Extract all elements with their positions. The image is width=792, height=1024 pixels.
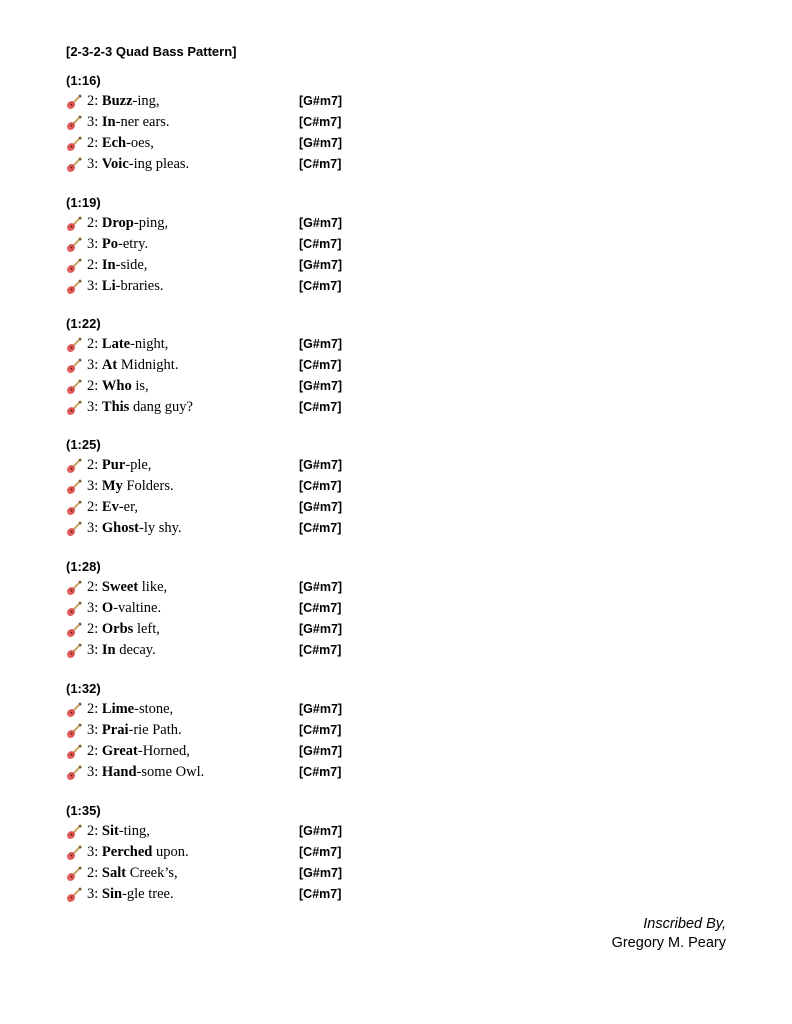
guitar-icon bbox=[66, 479, 82, 495]
lyric-remainder: -Horned, bbox=[137, 743, 190, 759]
guitar-icon bbox=[66, 744, 82, 760]
lyric-remainder: Creek’s, bbox=[126, 865, 178, 881]
guitar-icon bbox=[66, 400, 82, 416]
section-timestamp: (1:28) bbox=[66, 559, 101, 574]
chord-label: [G#m7] bbox=[299, 824, 343, 838]
chord-label: [G#m7] bbox=[299, 622, 343, 636]
lyric-text bbox=[87, 255, 147, 276]
lyric-remainder: -side, bbox=[115, 257, 148, 273]
stressed-syllable: Salt bbox=[101, 865, 127, 881]
bass-count: 2: bbox=[87, 579, 99, 595]
lyric-line bbox=[66, 699, 366, 720]
stressed-syllable: Lime bbox=[101, 701, 135, 717]
guitar-icon bbox=[66, 723, 82, 739]
bass-count: 3: bbox=[87, 642, 99, 658]
bass-count: 2: bbox=[87, 865, 99, 881]
lyric-section bbox=[66, 195, 366, 297]
bass-count: 3: bbox=[87, 357, 99, 373]
lyric-line bbox=[66, 91, 366, 112]
chord-label: [G#m7] bbox=[299, 702, 343, 716]
lyric-text bbox=[87, 334, 168, 355]
chord-label: [G#m7] bbox=[299, 94, 343, 108]
lyric-section bbox=[66, 73, 366, 175]
bass-count: 2: bbox=[87, 701, 99, 717]
guitar-icon bbox=[66, 279, 82, 295]
stressed-syllable: Buzz bbox=[101, 93, 133, 109]
lyric-remainder: -stone, bbox=[134, 701, 174, 717]
lyric-line bbox=[66, 577, 366, 598]
lyric-section bbox=[66, 681, 366, 783]
lyric-remainder: Midnight. bbox=[117, 357, 179, 373]
chord-label: [G#m7] bbox=[299, 500, 343, 514]
lyric-text bbox=[87, 455, 151, 476]
lyric-line bbox=[66, 112, 366, 133]
lyric-text bbox=[87, 112, 170, 133]
chord-label: [C#m7] bbox=[299, 601, 342, 615]
chord-label: [C#m7] bbox=[299, 479, 342, 493]
bass-count: 3: bbox=[87, 520, 99, 536]
bass-count: 2: bbox=[87, 823, 99, 839]
lyric-line bbox=[66, 255, 366, 276]
guitar-icon bbox=[66, 136, 82, 152]
lyric-text bbox=[87, 863, 178, 884]
chord-label: [C#m7] bbox=[299, 115, 342, 129]
bass-count: 3: bbox=[87, 278, 99, 294]
lyric-section bbox=[66, 559, 366, 661]
stressed-syllable: Hand bbox=[101, 764, 137, 780]
guitar-icon bbox=[66, 521, 82, 537]
stressed-syllable: In bbox=[101, 642, 116, 658]
lyric-text bbox=[87, 213, 168, 234]
pattern-title: [2-3-2-3 Quad Bass Pattern] bbox=[66, 44, 237, 59]
guitar-icon bbox=[66, 601, 82, 617]
bass-count: 3: bbox=[87, 156, 99, 172]
lyric-remainder: like, bbox=[138, 579, 168, 595]
lyric-text bbox=[87, 133, 154, 154]
chord-label: [C#m7] bbox=[299, 845, 342, 859]
lyric-line bbox=[66, 842, 366, 863]
chord-label: [G#m7] bbox=[299, 458, 343, 472]
chord-label: [C#m7] bbox=[299, 358, 342, 372]
chord-label: [G#m7] bbox=[299, 379, 343, 393]
bass-count: 3: bbox=[87, 236, 99, 252]
bass-count: 3: bbox=[87, 478, 99, 494]
lyric-text bbox=[87, 234, 148, 255]
guitar-icon bbox=[66, 337, 82, 353]
section-timestamp: (1:25) bbox=[66, 437, 101, 452]
stressed-syllable: Pur bbox=[101, 457, 126, 473]
guitar-icon bbox=[66, 379, 82, 395]
lyric-line bbox=[66, 762, 366, 783]
bass-count: 3: bbox=[87, 399, 99, 415]
bass-count: 2: bbox=[87, 621, 99, 637]
bass-count: 3: bbox=[87, 886, 99, 902]
lyric-text bbox=[87, 154, 189, 175]
lyric-section bbox=[66, 803, 366, 905]
stressed-syllable: Voic bbox=[101, 156, 129, 172]
lyric-text bbox=[87, 741, 190, 762]
section-timestamp: (1:19) bbox=[66, 195, 101, 210]
guitar-icon bbox=[66, 258, 82, 274]
lyric-line bbox=[66, 518, 366, 539]
lyric-line bbox=[66, 741, 366, 762]
bass-count: 2: bbox=[87, 93, 99, 109]
lyric-remainder: -ing, bbox=[132, 93, 160, 109]
lyric-remainder: -some Owl. bbox=[136, 764, 205, 780]
guitar-icon bbox=[66, 824, 82, 840]
bass-count: 2: bbox=[87, 215, 99, 231]
lyric-line bbox=[66, 821, 366, 842]
section-timestamp: (1:22) bbox=[66, 316, 101, 331]
lyric-line bbox=[66, 884, 366, 905]
stressed-syllable: Great bbox=[101, 743, 138, 759]
chord-label: [C#m7] bbox=[299, 723, 342, 737]
section-timestamp: (1:32) bbox=[66, 681, 101, 696]
lyric-line bbox=[66, 476, 366, 497]
guitar-icon bbox=[66, 358, 82, 374]
lyric-line bbox=[66, 619, 366, 640]
guitar-icon bbox=[66, 702, 82, 718]
lyric-text bbox=[87, 842, 189, 863]
lyric-remainder: -valtine. bbox=[113, 600, 162, 616]
lyric-remainder: -er, bbox=[118, 499, 138, 515]
guitar-icon bbox=[66, 866, 82, 882]
stressed-syllable: Late bbox=[101, 336, 131, 352]
lyric-text bbox=[87, 884, 174, 905]
bass-count: 2: bbox=[87, 743, 99, 759]
bass-count: 3: bbox=[87, 722, 99, 738]
lyric-text bbox=[87, 518, 182, 539]
chord-label: [C#m7] bbox=[299, 887, 342, 901]
lyric-text bbox=[87, 476, 174, 497]
lyric-remainder: -oes, bbox=[126, 135, 154, 151]
chord-label: [G#m7] bbox=[299, 744, 343, 758]
section-timestamp: (1:35) bbox=[66, 803, 101, 818]
lyric-line bbox=[66, 276, 366, 297]
lyric-line bbox=[66, 213, 366, 234]
bass-count: 3: bbox=[87, 764, 99, 780]
chord-label: [C#m7] bbox=[299, 157, 342, 171]
guitar-icon bbox=[66, 622, 82, 638]
lyric-text bbox=[87, 355, 178, 376]
guitar-icon bbox=[66, 643, 82, 659]
bass-count: 2: bbox=[87, 257, 99, 273]
lyric-text bbox=[87, 821, 150, 842]
stressed-syllable: Ghost bbox=[101, 520, 139, 536]
chord-label: [G#m7] bbox=[299, 337, 343, 351]
lyric-text bbox=[87, 720, 182, 741]
chord-label: [C#m7] bbox=[299, 279, 342, 293]
guitar-icon bbox=[66, 216, 82, 232]
lyric-remainder: -ing pleas. bbox=[128, 156, 190, 172]
lyric-line bbox=[66, 334, 366, 355]
guitar-icon bbox=[66, 845, 82, 861]
lyric-line bbox=[66, 355, 366, 376]
lyric-section bbox=[66, 437, 366, 539]
signature-name: Gregory M. Peary bbox=[611, 935, 726, 951]
bass-count: 2: bbox=[87, 457, 99, 473]
stressed-syllable: Li bbox=[101, 278, 116, 294]
lyric-text bbox=[87, 497, 138, 518]
chord-label: [G#m7] bbox=[299, 136, 343, 150]
chord-label: [C#m7] bbox=[299, 765, 342, 779]
lyric-section bbox=[66, 316, 366, 418]
lyric-line bbox=[66, 863, 366, 884]
stressed-syllable: Sin bbox=[101, 886, 123, 902]
chord-label: [G#m7] bbox=[299, 216, 343, 230]
lyric-line bbox=[66, 397, 366, 418]
lyric-line bbox=[66, 154, 366, 175]
lyric-remainder: -gle tree. bbox=[122, 886, 174, 902]
section-timestamp: (1:16) bbox=[66, 73, 101, 88]
bass-count: 2: bbox=[87, 336, 99, 352]
chord-label: [G#m7] bbox=[299, 866, 343, 880]
lyric-text bbox=[87, 397, 193, 418]
guitar-icon bbox=[66, 887, 82, 903]
stressed-syllable: Sweet bbox=[101, 579, 139, 595]
lyric-remainder: -night, bbox=[130, 336, 169, 352]
stressed-syllable: Who bbox=[101, 378, 132, 394]
bass-count: 3: bbox=[87, 114, 99, 130]
lyric-remainder: -rie Path. bbox=[128, 722, 182, 738]
lyric-text bbox=[87, 619, 160, 640]
lyric-text bbox=[87, 598, 161, 619]
chord-label: [C#m7] bbox=[299, 643, 342, 657]
stressed-syllable: In bbox=[101, 257, 116, 273]
stressed-syllable: This bbox=[101, 399, 130, 415]
lyric-remainder: -etry. bbox=[118, 236, 149, 252]
lyric-remainder: -ly shy. bbox=[138, 520, 182, 536]
chord-label: [G#m7] bbox=[299, 258, 343, 272]
stressed-syllable: Po bbox=[101, 236, 119, 252]
guitar-icon bbox=[66, 765, 82, 781]
lyric-remainder: -ping, bbox=[133, 215, 169, 231]
signature-block bbox=[612, 915, 726, 953]
lyric-remainder: -braries. bbox=[115, 278, 164, 294]
lyric-line bbox=[66, 640, 366, 661]
chord-label: [C#m7] bbox=[299, 400, 342, 414]
lyric-line bbox=[66, 234, 366, 255]
stressed-syllable: Ech bbox=[101, 135, 127, 151]
stressed-syllable: Ev bbox=[101, 499, 119, 515]
lyric-remainder: -ner ears. bbox=[115, 114, 170, 130]
stressed-syllable: My bbox=[101, 478, 123, 494]
bass-count: 3: bbox=[87, 844, 99, 860]
bass-count: 2: bbox=[87, 499, 99, 515]
guitar-icon bbox=[66, 500, 82, 516]
lyric-remainder: -ting, bbox=[118, 823, 150, 839]
lyric-remainder: -ple, bbox=[125, 457, 152, 473]
guitar-icon bbox=[66, 237, 82, 253]
lyric-line bbox=[66, 455, 366, 476]
lyric-text bbox=[87, 276, 164, 297]
guitar-icon bbox=[66, 458, 82, 474]
lyric-remainder: dang guy? bbox=[129, 399, 193, 415]
chord-label: [G#m7] bbox=[299, 580, 343, 594]
lyric-line bbox=[66, 497, 366, 518]
lyric-text bbox=[87, 376, 149, 397]
lyric-text bbox=[87, 640, 156, 661]
lyric-text bbox=[87, 762, 204, 783]
bass-count: 2: bbox=[87, 378, 99, 394]
lyric-remainder: is, bbox=[131, 378, 149, 394]
lyric-line bbox=[66, 598, 366, 619]
lyric-line bbox=[66, 133, 366, 154]
bass-count: 2: bbox=[87, 135, 99, 151]
lyric-text bbox=[87, 699, 173, 720]
lyric-line bbox=[66, 376, 366, 397]
guitar-icon bbox=[66, 94, 82, 110]
bass-count: 3: bbox=[87, 600, 99, 616]
stressed-syllable: Prai bbox=[101, 722, 129, 738]
stressed-syllable: Drop bbox=[101, 215, 134, 231]
stressed-syllable: Orbs bbox=[101, 621, 134, 637]
stressed-syllable: Perched bbox=[101, 844, 153, 860]
stressed-syllable: Sit bbox=[101, 823, 119, 839]
chord-label: [C#m7] bbox=[299, 521, 342, 535]
lyric-remainder: Folders. bbox=[122, 478, 174, 494]
lyric-remainder: upon. bbox=[152, 844, 189, 860]
lyric-remainder: left, bbox=[133, 621, 160, 637]
lyric-text bbox=[87, 91, 160, 112]
lyric-text bbox=[87, 577, 167, 598]
stressed-syllable: In bbox=[101, 114, 116, 130]
guitar-icon bbox=[66, 580, 82, 596]
lyric-remainder: decay. bbox=[115, 642, 156, 658]
stressed-syllable: At bbox=[101, 357, 118, 373]
chord-label: [C#m7] bbox=[299, 237, 342, 251]
signature-label: Inscribed By, bbox=[643, 916, 726, 932]
guitar-icon bbox=[66, 115, 82, 131]
lyric-line bbox=[66, 720, 366, 741]
guitar-icon bbox=[66, 157, 82, 173]
stressed-syllable: O bbox=[101, 600, 114, 616]
